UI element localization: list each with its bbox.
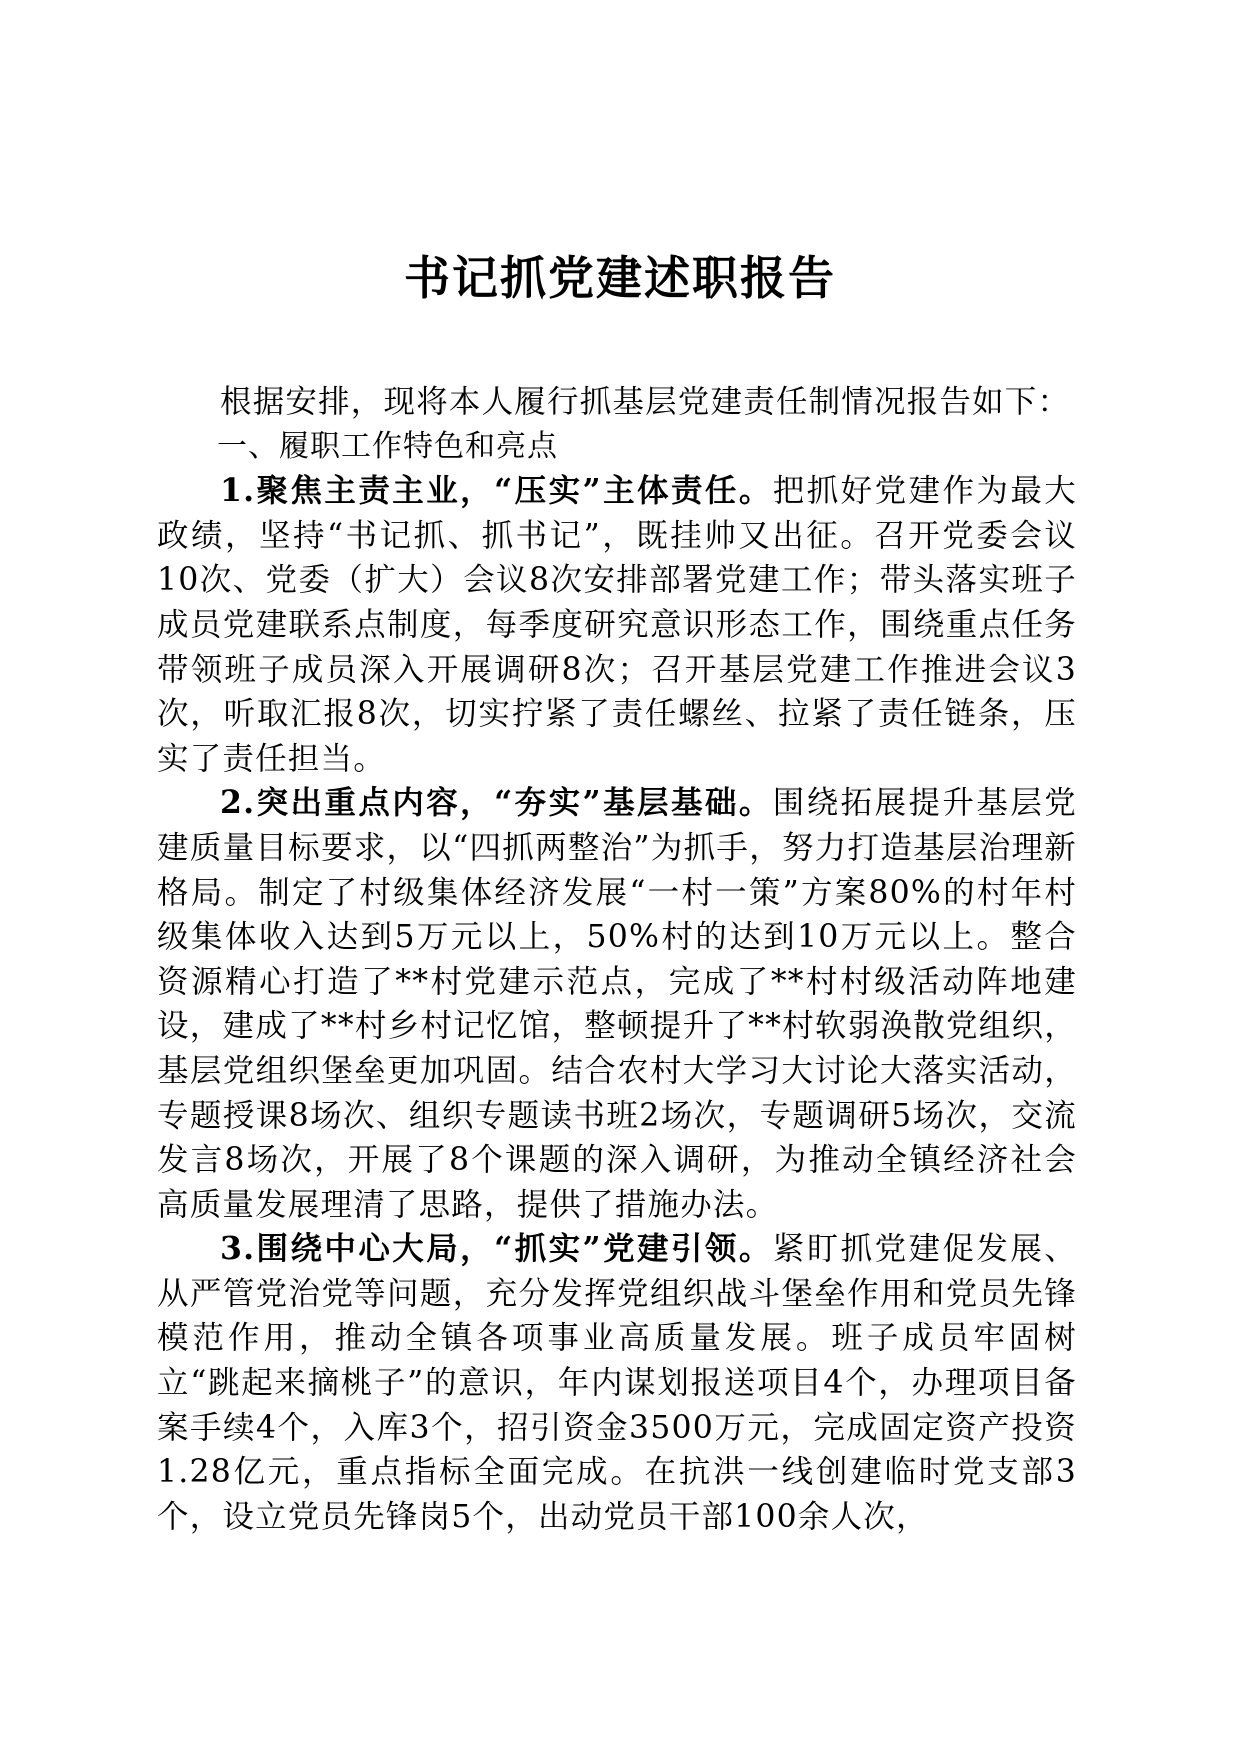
section-heading: 一、履职工作特色和亮点	[217, 428, 558, 464]
item-paragraph-3	[157, 1227, 1077, 1539]
intro-paragraph: 根据安排，现将本人履行抓基层党建责任制情况报告如下：	[220, 384, 1071, 420]
item-text-3: 紧盯抓党建促发展、从严管党治党等问题，充分发挥党组织战斗堡垒作用和党员先锋模范作用，推动全镇各项事业高质量发展。班子成员牢固树立“跳起来摘桃子”的意识，年内谋划报送项目4个，办理项目备案手续4个，入库3个，招引资金3500万元，完成固定资产投资1.28亿元，重点指标全面完成。在抗洪一线创建临时党支部3个，设立党员先锋岗5个，出动党员干部100余人次，	[157, 1231, 1078, 1535]
item-paragraph-2	[157, 781, 1077, 1227]
document-title: 书记抓党建述职报告	[404, 251, 836, 305]
item-paragraph-1	[157, 469, 1077, 781]
item-lead-2: 2.突出重点内容，“夯实”基层基础。	[220, 784, 773, 822]
item-lead-3: 3.围绕中心大局，“抓实”党建引领。	[220, 1230, 773, 1268]
item-text-2: 围绕拓展提升基层党建质量目标要求，以“四抓两整治”为抓手，努力打造基层治理新格局。制定了村级集体经济发展“一村一策”方案80%的村年村级集体收入达到5万元以上，50%村的达到10万元以上。整合资源精心打造了**村党建示范点，完成了**村村级活动阵地建设，建成了**村乡村记忆馆，整顿提升了**村软弱涣散党组织，基层党组织堡垒更加巩固。结合农村大学习大讨论大落实活动，专题授课8场次、组织专题读书班2场次，专题调研5场次，交流发言8场次，开展了8个课题的深入调研，为推动全镇经济社会高质量发展理清了思路，提供了措施办法。	[157, 785, 1077, 1223]
item-lead-1: 1.聚焦主责主业，“压实”主体责任。	[220, 472, 773, 510]
item-text-1: 把抓好党建作为最大政绩，坚持“书记抓、抓书记”，既挂帅又出征。召开党委会议10次、党委（扩大）会议8次安排部署党建工作；带头落实班子成员党建联系点制度，每季度研究意识形态工作，围绕重点任务带领班子成员深入开展调研8次；召开基层党建工作推进会议3次，听取汇报8次，切实拧紧了责任螺丝、拉紧了责任链条，压实了责任担当。	[157, 473, 1077, 777]
document-body	[157, 380, 1077, 1539]
